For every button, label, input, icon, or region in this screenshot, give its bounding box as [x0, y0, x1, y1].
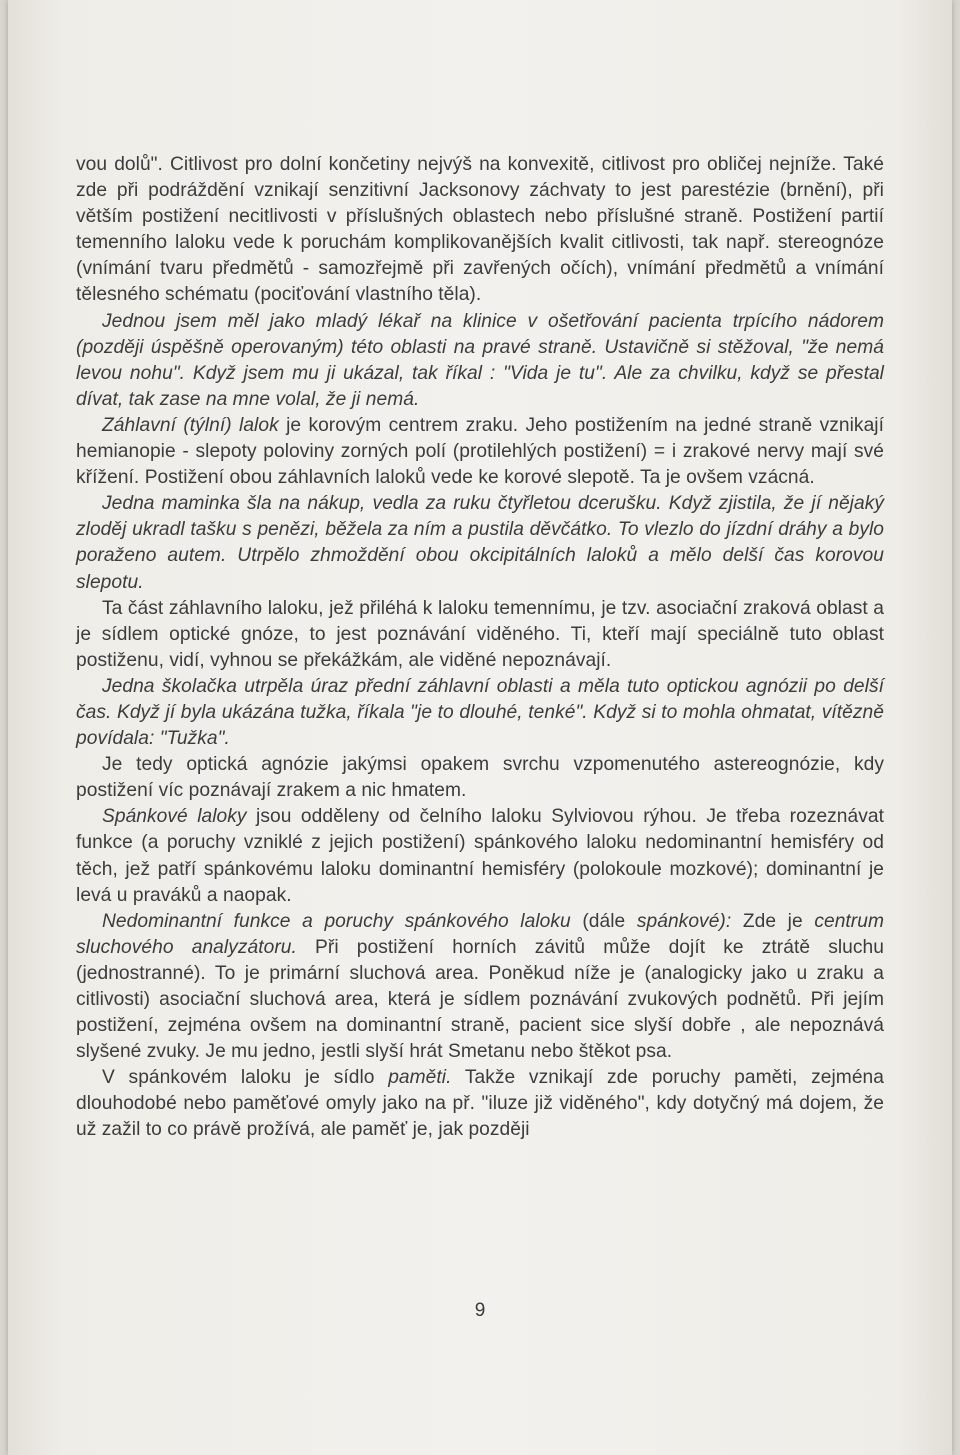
text-run: V spánkovém laloku je sídlo — [102, 1067, 389, 1089]
paragraph — [76, 309, 884, 413]
text-run: Je tedy optická agnózie jakýmsi opakem svrchu vzpomenutého astereognózie, kdy postižení víc poznávají zrakem a nic hmatem. — [76, 754, 884, 802]
text-run: vou dolů". Citlivost pro dolní končetiny nejvýš na konvexitě, citlivost pro obličej nejníže. Také zde při podráždění vznikají senzitivní Jacksonovy záchvaty to jest parestézie (brnění), při větším postižení necitlivosti v příslušných oblastech nebo příslušné straně. Postižení partií temenního laloku vede k poruchám komplikovanějších kvalit citlivosti, tak např. stereognóze (vnímání tvaru předmětů - samozřejmě při zavřených očích), vnímání předmětů a vnímání tělesného schématu (pociťování vlastního těla). — [76, 154, 884, 306]
paragraph — [76, 596, 884, 674]
italic-text-run: Jedna maminka šla na nákup, vedla za ruku čtyřletou dcerušku. Když zjistila, že jí nějaký zloděj ukradl tašku s penězi, běžela za ním a pustila děvčátko. To vlezlo do jízdní dráhy a bylo poraženo autem. Utrpělo zhmoždění obou okcipitálních laloků a mělo delší čas korovou slepotu. — [76, 493, 884, 593]
paragraph — [76, 152, 884, 309]
text-run: Takže vznikají zde poruchy paměti, zejména dlouhodobé nebo paměťové omyly jako na př. "iluze již viděného", kdy dotyčný má dojem, že už zažil to co právě prožívá, ale paměť je, jak později — [76, 1067, 884, 1141]
italic-text-run: paměti. — [388, 1067, 452, 1089]
italic-text-run: Záhlavní (týlní) lalok — [102, 414, 279, 436]
italic-text-run: centrum sluchového analyzátoru. — [76, 910, 884, 958]
italic-text-run: Nedominantní funkce a poruchy spánkového laloku — [102, 910, 571, 932]
italic-text-run: Spánkové laloky — [102, 806, 247, 828]
text-run: Zde je — [731, 910, 815, 932]
text-run: (dále — [570, 910, 637, 932]
italic-text-run: Jednou jsem měl jako mladý lékař na klinice v ošetřování pacienta trpícího nádorem (později úspěšně operovaným) této oblasti na pravé straně. Ustavičně si stěžoval, "že nemá levou nohu". Když jsem mu ji ukázal, tak říkal : "Vida je tu". Ale za chvilku, když se přestal dívat, tak zase na mne volal, že ji nemá. — [76, 310, 884, 410]
paragraph — [76, 491, 884, 595]
text-run: jsou odděleny od čelního laloku Sylviovou rýhou. Je třeba rozeznávat funkce (a poruchy vzniklé z jejich postižení) spánkového laloku nedominantní hemisféry od těch, jež patří spánkovému laloku dominantní hemisféry (polokoule mozkové); dominantní je levá u praváků a naopak. — [76, 806, 884, 906]
italic-text-run: spánkové): — [636, 910, 732, 932]
paragraph — [76, 674, 884, 752]
paragraph — [76, 413, 884, 491]
paragraph — [76, 752, 884, 804]
page-number: 9 — [474, 1300, 486, 1321]
paragraph — [76, 909, 884, 1066]
text-run: Při postižení horních závitů může dojít ke ztrátě sluchu (jednostranné). To je primární sluchová area. Poněkud níže je (analogicky jako u zraku a citlivosti) asociační sluchová area, která je sídlem poznávání zvukových podnětů. Při jejím postižení, zejména ovšem na dominantní straně, pacient sice slyší dobře , ale nepoznává slyšené zvuky. Je mu jedno, jestli slyší hrát Smetanu nebo štěkot psa. — [76, 936, 884, 1063]
paragraph — [76, 1065, 884, 1143]
body-text — [76, 152, 884, 1144]
text-run: je korovým centrem zraku. Jeho postižením na jedné straně vznikají hemianopie - slepoty poloviny zorných polí (protilehlých postižení) = i zrakové nervy mají své křížení. Postižení obou záhlavních laloků vede ke korové slepotě. Ta je ovšem vzácná. — [76, 414, 884, 489]
text-run: Ta část záhlavního laloku, jež přiléhá k laloku temennímu, je tzv. asociační zraková oblast a je sídlem optické gnóze, to jest poznávání viděného. Ti, kteří mají speciálně tuto oblast postiženu, vidí, vyhnou se překážkám, ale viděné nepoznávají. — [76, 597, 884, 671]
paragraph — [76, 804, 884, 908]
italic-text-run: Jedna školačka utrpěla úraz přední záhlavní oblasti a měla tuto optickou agnózii po delší čas. Když jí byla ukázána tužka, říkala "je to dlouhé, tenké". Když si to mohla ohmatat, vítězně povídala: "Tužka". — [76, 675, 884, 750]
